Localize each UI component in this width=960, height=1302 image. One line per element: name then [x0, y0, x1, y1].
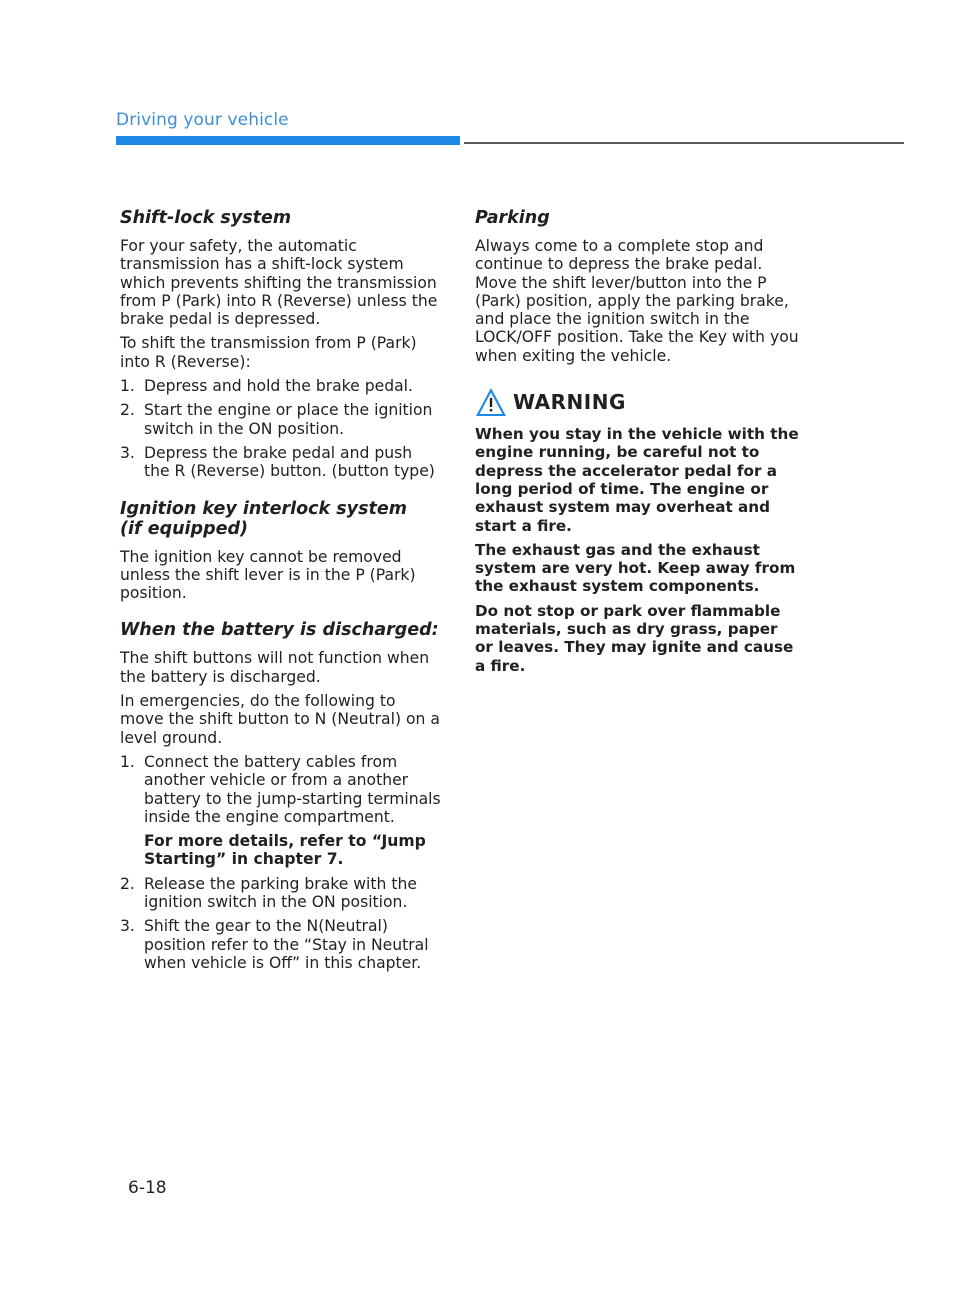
battery-heading: When the battery is discharged: [120, 620, 439, 641]
jump-start-note: For more details, refer to “Jump Starting” in chapter 7. [144, 832, 426, 869]
header-accent-bar [116, 136, 460, 145]
list-item: 3. Depress the brake pedal and push the R (Reverse) button. (button type) [120, 443, 435, 481]
warning-para-1: When you stay in the vehicle with the engine running, be careful not to depress the accelerator pedal for a long period of time. The engine or exhaust system may overheat and start a fire. [475, 425, 799, 535]
parking-heading: Parking [475, 208, 550, 228]
battery-steps [120, 753, 442, 972]
list-item: 3. Shift the gear to the N(Neutral) position refer to the “Stay in Neutral when vehicle is Off” in this chapter. [120, 917, 429, 972]
shift-lock-para-2: To shift the transmission from P (Park) into R (Reverse): [120, 334, 417, 371]
interlock-heading: Ignition key interlock system (if equipped) [120, 498, 407, 539]
left-column [120, 208, 442, 982]
list-item: 1. Depress and hold the brake pedal. [120, 377, 413, 396]
shift-lock-steps [120, 377, 442, 480]
list-item: 1. Connect the battery cables from another vehicle or from a another battery to the jump-starting terminals inside the engine compartment. For more details, refer to “Jump Starting” in chapter 7. [120, 752, 441, 869]
header-rule [464, 142, 904, 144]
parking-para: Always come to a complete stop and continue to depress the brake pedal. Move the shift lever/button into the P (Park) position, apply the parking brake, and place the ignition switch in the LOCK/OFF position. Take the Key with you when exiting the vehicle. [475, 237, 799, 365]
interlock-para: The ignition key cannot be removed unless the shift lever is in the P (Park) position. [120, 547, 416, 603]
warning-para-3: Do not stop or park over flammable materials, such as dry grass, paper or leaves. They may ignite and cause a fire. [475, 601, 794, 675]
list-item: 2. Start the engine or place the ignition switch in the ON position. [120, 401, 433, 438]
shift-lock-heading: Shift-lock system [120, 208, 292, 228]
list-item: 2. Release the parking brake with the ignition switch in the ON position. [120, 874, 417, 912]
warning-box [475, 387, 800, 675]
shift-lock-para-1: For your safety, the automatic transmission has a shift-lock system which prevents shifting the transmission from P (Park) into R (Reverse) unless the brake pedal is depressed. [120, 237, 438, 329]
right-column [475, 208, 800, 681]
battery-para-2: In emergencies, do the following to move the shift button to N (Neutral) on a level ground. [120, 692, 440, 747]
page-number: 6-18 [128, 1178, 167, 1198]
warning-triangle-icon [475, 387, 507, 417]
warning-label: WARNING [513, 389, 626, 414]
warning-para-2: The exhaust gas and the exhaust system are very hot. Keep away from the exhaust system components. [475, 540, 796, 596]
section-title: Driving your vehicle [116, 110, 289, 130]
battery-para-1: The shift buttons will not function when the battery is discharged. [120, 649, 430, 686]
